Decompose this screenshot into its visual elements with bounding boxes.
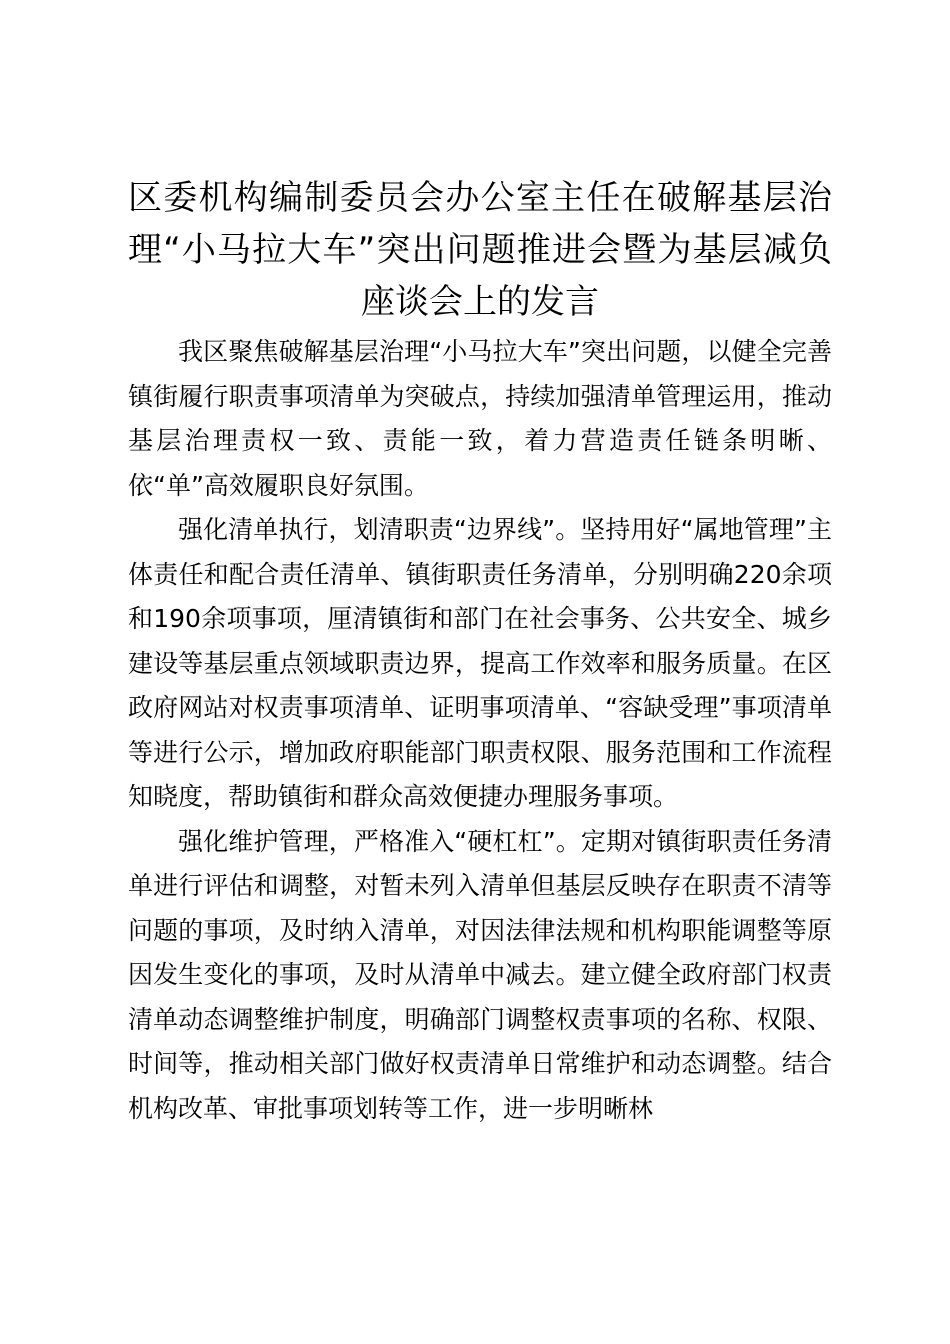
paragraph-maintenance: 强化维护管理，严格准入“硬杠杠”。定期对镇街职责任务清单进行评估和调整，对暂未列入清单但基层反映存在职责不清等问题的事项，及时纳入清单，对因法律法规和机构职能调整等原因发生变化的事项，及时从清单中减去。建立健全政府部门权责清单动态调整维护制度，明确部门调整权责事项的名称、权限、时间等，推动相关部门做好权责清单日常维护和动态调整。结合机构改革、审批事项划转等工作，进一步明晰林 <box>128 826 832 1123</box>
document-page <box>128 172 832 1131</box>
document-title: 区委机构编制委员会办公室主任在破解基层治理“小马拉大车”突出问题推进会暨为基层减负座谈会上的发言 <box>128 178 832 322</box>
paragraph-list-execution: 强化清单执行，划清职责“边界线”。坚持用好“属地管理”主体责任和配合责任清单、镇街职责任务清单，分别明确220余项和190余项事项，厘清镇街和部门在社会事务、公共安全、城乡建设等基层重点领域职责边界，提高工作效率和服务质量。在区政府网站对权责事项清单、证明事项清单、“容缺受理”事项清单等进行公示，增加政府职能部门职责权限、服务范围和工作流程知晓度，帮助镇街和群众高效便捷办理服务事项。 <box>128 515 832 811</box>
paragraph-intro: 我区聚焦破解基层治理“小马拉大车”突出问题，以健全完善镇街履行职责事项清单为突破点，持续加强清单管理运用，推动基层治理责权一致、责能一致，着力营造责任链条明晰、依“单”高效履职良好氛围。 <box>128 337 832 500</box>
document-body <box>128 330 832 1131</box>
